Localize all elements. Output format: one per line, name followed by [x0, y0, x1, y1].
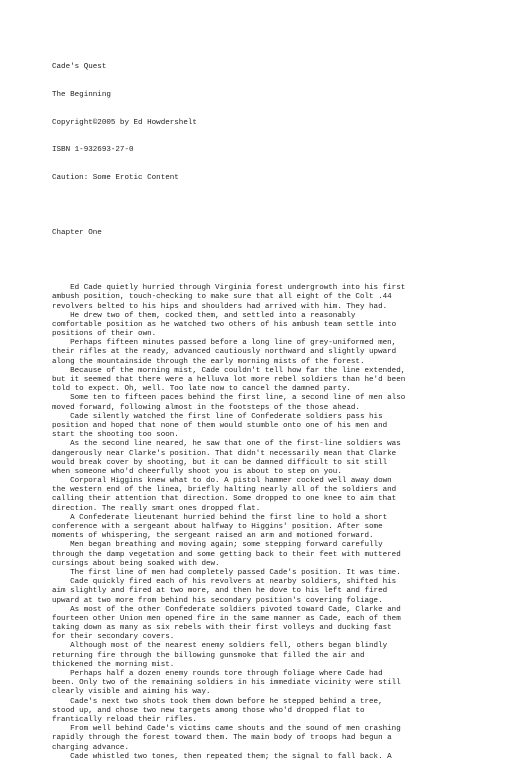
text-line: revolvers belted to his hips and shoulders had arrived with him. They had. [52, 302, 388, 311]
text-line: direction. The really smart ones dropped flat. [52, 504, 261, 513]
text-line: ambush position, touch-checking to make sure that all eight of the Colt .44 [52, 293, 392, 302]
text-line: along the mountainside through the early morning mists of the forest. [52, 357, 365, 366]
text-line: The first line of men had completely passed Cade's position. It was time. [52, 568, 401, 577]
text-line: Perhaps fifteen minutes passed before a long line of grey-uniformed men, [52, 339, 397, 348]
text-line: charging advance. [52, 743, 129, 752]
text-line: calling their attention that direction. Some dropped to one knee to aim that [52, 495, 397, 504]
text-line: been. Only two of the remaining soldiers in his immediate vicinity were still [52, 679, 401, 688]
content-caution: Caution: Some Erotic Content [52, 173, 179, 182]
text-line: stood up, and chose two new targets among those who'd dropped flat to [52, 706, 365, 715]
text-line: returning fire through the billowing gunsmoke that filled the air and [52, 651, 365, 660]
text-line: Because of the morning mist, Cade couldn't tell how far the line extended, [52, 366, 406, 375]
chapter-body [52, 284, 472, 762]
text-line: dangerously near Clarke's position. That didn't necessarily mean that Clarke [52, 449, 397, 458]
text-line: Corporal Higgins knew what to do. A pistol hammer cocked well away down [52, 477, 392, 486]
text-line: moved forward, following almost in the footsteps of the those ahead. [52, 403, 360, 412]
text-line: positions of their own. [52, 330, 157, 339]
text-line: when someone who'd cheerfully shoot you is about to step on you. [52, 467, 342, 476]
text-line: their rifles at the ready, advanced cautiously northward and slightly upward [52, 348, 397, 357]
text-line: told to expect. Oh, well. Too late now to cancel the damned party. [52, 385, 351, 394]
text-line: Cade silently watched the first line of Confederate soldiers pass his [52, 412, 383, 421]
text-line: Men began breathing and moving again; some stepping forward carefully [52, 541, 383, 550]
text-line: conference with a sergeant about halfway to Higgins' position. After some [52, 523, 383, 532]
text-line: would break cover by shooting, but it can be damned difficult to sit still [52, 458, 388, 467]
text-line: As the second line neared, he saw that one of the first-line soldiers was [52, 440, 401, 449]
text-line: From well behind Cade's victims came shouts and the sound of men crashing [52, 725, 401, 734]
text-line: Cade quickly fired each of his revolvers at nearby soldiers, shifted his [52, 578, 397, 587]
text-line: aim slightly and fired at two more, and then he dove to his left and fired [52, 587, 388, 596]
copyright-line: Copyright©2005 by Ed Howdershelt [52, 118, 197, 127]
text-line: frantically reload their rifles. [52, 715, 197, 724]
text-line: rapidly through the forest toward them. The main body of troops had begun a [52, 734, 392, 743]
text-line: start the shooting too soon. [52, 431, 179, 440]
text-line: Some ten to fifteen paces behind the first line, a second line of men also [52, 394, 406, 403]
text-line: clearly visible and aiming his way. [52, 688, 211, 697]
text-line: for their secondary covers. [52, 633, 175, 642]
text-line: A Confederate lieutenant hurried behind the first line to hold a short [52, 513, 388, 522]
text-line: cursings about being soaked with dew. [52, 559, 220, 568]
text-line: As most of the other Confederate soldiers pivoted toward Cade, Clarke and [52, 605, 401, 614]
book-title: Cade's Quest [52, 63, 107, 72]
isbn-line: ISBN 1-932693-27-0 [52, 146, 134, 155]
text-line: moments of whispering, the sergeant raised an arm and motioned forward. [52, 532, 374, 541]
blank-line [52, 257, 472, 266]
text-line: Perhaps half a dozen enemy rounds tore through foliage where Cade had [52, 670, 383, 679]
chapter-heading: Chapter One [52, 228, 102, 237]
text-line: Although most of the nearest enemy soldiers fell, others began blindly [52, 642, 388, 651]
text-line: taking down as many as six rebels with their first volleys and ducking fast [52, 624, 392, 633]
text-line: position and hoped that none of them would stumble onto one of his men and [52, 421, 388, 430]
text-line: fourteen other Union men opened fire in the same manner as Cade, each of them [52, 614, 401, 623]
text-line: Ed Cade quietly hurried through Virginia forest undergrowth into his first [52, 284, 406, 293]
text-line: Cade whistled two tones, then repeated them; the signal to fall back. A [52, 752, 392, 761]
text-line: Cade's next two shots took them down before he stepped behind a tree, [52, 697, 383, 706]
text-line: the western end of the linea, briefly halting nearly all of the soldiers and [52, 486, 397, 495]
book-subtitle: The Beginning [52, 91, 111, 99]
text-line: comfortable position as he watched two others of his ambush team settle into [52, 320, 397, 329]
text-line: but it seemed that there were a helluva lot more rebel soldiers than he'd been [52, 376, 406, 385]
document-text [52, 45, 472, 780]
blank-line [52, 201, 472, 210]
text-line: through the damp vegetation and some getting back to their feet with muttered [52, 550, 401, 559]
text-line: thickened the morning mist. [52, 660, 175, 669]
text-line: He drew two of them, cocked them, and settled into a reasonably [52, 311, 356, 320]
text-line: upward at two more from behind his secondary position's covering foliage. [52, 596, 383, 605]
